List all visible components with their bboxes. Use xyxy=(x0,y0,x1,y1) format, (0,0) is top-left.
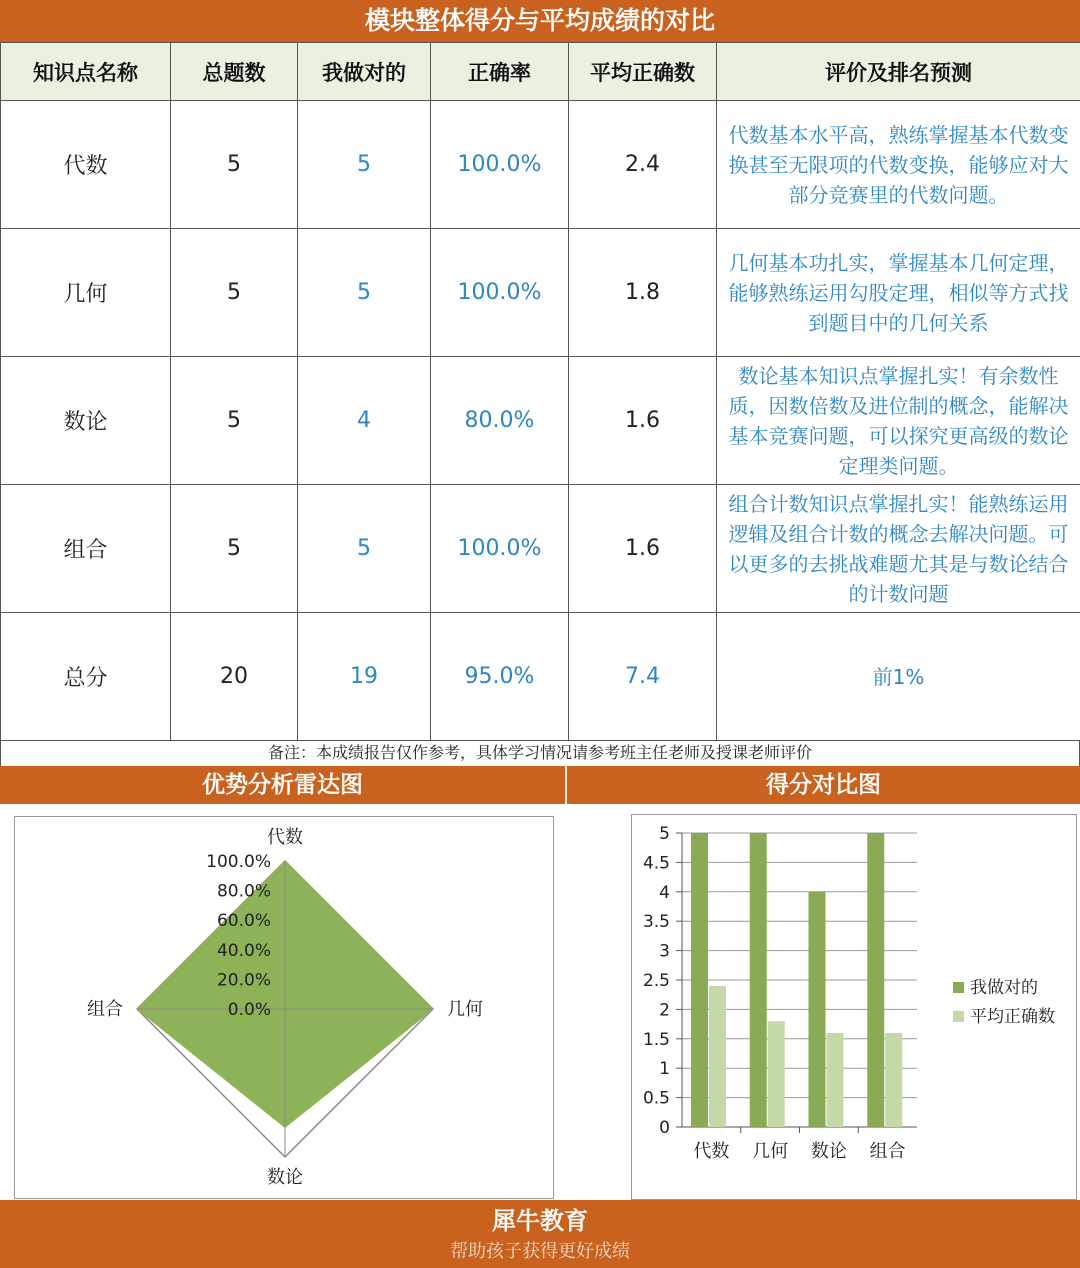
accuracy-rate: 95.0% xyxy=(431,613,569,741)
column-header: 知识点名称 xyxy=(1,43,171,101)
topic-name: 总分 xyxy=(1,613,171,741)
bar-y-tick-label: 4.5 xyxy=(642,853,670,874)
accuracy-rate: 80.0% xyxy=(431,357,569,485)
radar-section-title: 优势分析雷达图 xyxy=(0,766,567,804)
legend-swatch xyxy=(953,1011,964,1022)
bar-y-tick-label: 2.5 xyxy=(642,971,670,991)
brand-name: 犀牛教育 xyxy=(492,1207,588,1235)
bar-y-tick-label: 5 xyxy=(659,824,670,844)
report-note: 备注：本成绩报告仅作参考，具体学习情况请参考班主任老师及授课老师评价 xyxy=(0,740,1080,766)
topic-name: 几何 xyxy=(1,229,171,357)
bar-mark xyxy=(885,1033,902,1127)
report-title: 模块整体得分与平均成绩的对比 xyxy=(0,0,1080,42)
bar-x-tick-label: 代数 xyxy=(693,1141,730,1162)
average-correct: 7.4 xyxy=(569,613,717,741)
bar-x-tick-label: 组合 xyxy=(869,1141,906,1162)
bar-y-tick-label: 3.5 xyxy=(642,912,670,933)
evaluation-text: 几何基本功扎实，掌握基本几何定理，能够熟练运用勾股定理，相似等方式找到题目中的几何关系 xyxy=(717,229,1080,357)
bar-y-tick-label: 3 xyxy=(659,941,670,962)
topic-name: 组合 xyxy=(1,485,171,613)
radar-category-label: 组合 xyxy=(87,999,123,1020)
legend-label: 平均正确数 xyxy=(970,1007,1055,1027)
bar-mark xyxy=(827,1033,844,1127)
bar-section-title: 得分对比图 xyxy=(567,766,1080,804)
column-header: 我做对的 xyxy=(298,43,431,101)
legend-label: 我做对的 xyxy=(970,978,1038,998)
topic-name: 代数 xyxy=(1,101,171,229)
bar-mark xyxy=(768,1021,785,1127)
column-header: 总题数 xyxy=(171,43,298,101)
ranking-prediction: 前1% xyxy=(717,613,1080,741)
correct-count: 4 xyxy=(298,357,431,485)
table-row xyxy=(1,101,1080,229)
radar-category-label: 数论 xyxy=(267,1167,303,1188)
table-row xyxy=(1,357,1080,485)
evaluation-text: 代数基本水平高，熟练掌握基本代数变换甚至无限项的代数变换，能够应对大部分竞赛里的代数问题。 xyxy=(717,101,1080,229)
bar-chart xyxy=(632,815,1076,1199)
radar-chart-panel xyxy=(14,816,554,1199)
bar-y-tick-label: 4 xyxy=(659,882,670,903)
bar-x-tick-label: 几何 xyxy=(752,1141,789,1162)
bar-y-tick-label: 0 xyxy=(659,1118,670,1138)
bar-x-tick-label: 数论 xyxy=(810,1141,847,1162)
topic-name: 数论 xyxy=(1,357,171,485)
radar-axis-tick-label: 0.0% xyxy=(227,1000,271,1020)
radar-chart xyxy=(15,817,553,1198)
bar-mark xyxy=(709,986,726,1127)
chart-section-header xyxy=(0,766,1080,804)
average-correct: 1.6 xyxy=(569,485,717,613)
legend-swatch xyxy=(953,982,964,993)
table-row xyxy=(1,229,1080,357)
average-correct: 1.6 xyxy=(569,357,717,485)
bar-y-tick-label: 1.5 xyxy=(642,1029,670,1050)
correct-count: 5 xyxy=(298,101,431,229)
total-count: 5 xyxy=(171,357,298,485)
correct-count: 5 xyxy=(298,485,431,613)
bar-mark xyxy=(867,833,884,1127)
score-table xyxy=(0,42,1080,741)
table-row-total xyxy=(1,613,1080,741)
total-count: 5 xyxy=(171,101,298,229)
average-correct: 1.8 xyxy=(569,229,717,357)
radar-axis-tick-label: 60.0% xyxy=(216,911,271,932)
bar-y-tick-label: 2 xyxy=(659,1000,670,1021)
radar-axis-tick-label: 80.0% xyxy=(216,881,271,902)
column-header: 正确率 xyxy=(431,43,569,101)
accuracy-rate: 100.0% xyxy=(431,485,569,613)
bar-mark xyxy=(691,833,708,1127)
bar-mark xyxy=(809,892,826,1127)
correct-count: 5 xyxy=(298,229,431,357)
radar-axis-tick-label: 20.0% xyxy=(216,970,271,991)
radar-category-label: 代数 xyxy=(267,827,303,848)
bar-y-tick-label: 1 xyxy=(659,1059,670,1080)
total-count: 5 xyxy=(171,485,298,613)
radar-axis-tick-label: 40.0% xyxy=(216,940,271,961)
column-header: 平均正确数 xyxy=(569,43,717,101)
radar-axis-tick-label: 100.0% xyxy=(206,852,271,872)
table-header-row xyxy=(1,43,1080,101)
radar-category-label: 几何 xyxy=(447,999,483,1020)
bar-mark xyxy=(750,833,767,1127)
evaluation-text: 数论基本知识点掌握扎实！有余数性质，因数倍数及进位制的概念，能解决基本竞赛问题，可以探究更高级的数论定理类问题。 xyxy=(717,357,1080,485)
bar-chart-panel xyxy=(631,814,1077,1200)
total-count: 20 xyxy=(171,613,298,741)
evaluation-text: 组合计数知识点掌握扎实！能熟练运用逻辑及组合计数的概念去解决问题。可以更多的去挑战难题尤其是与数论结合的计数问题 xyxy=(717,485,1080,613)
correct-count: 19 xyxy=(298,613,431,741)
accuracy-rate: 100.0% xyxy=(431,229,569,357)
footer-banner xyxy=(0,1200,1080,1268)
column-header: 评价及排名预测 xyxy=(717,43,1080,101)
average-correct: 2.4 xyxy=(569,101,717,229)
brand-slogan: 帮助孩子获得更好成绩 xyxy=(450,1241,630,1262)
bar-y-tick-label: 0.5 xyxy=(642,1088,670,1109)
accuracy-rate: 100.0% xyxy=(431,101,569,229)
table-row xyxy=(1,485,1080,613)
total-count: 5 xyxy=(171,229,298,357)
